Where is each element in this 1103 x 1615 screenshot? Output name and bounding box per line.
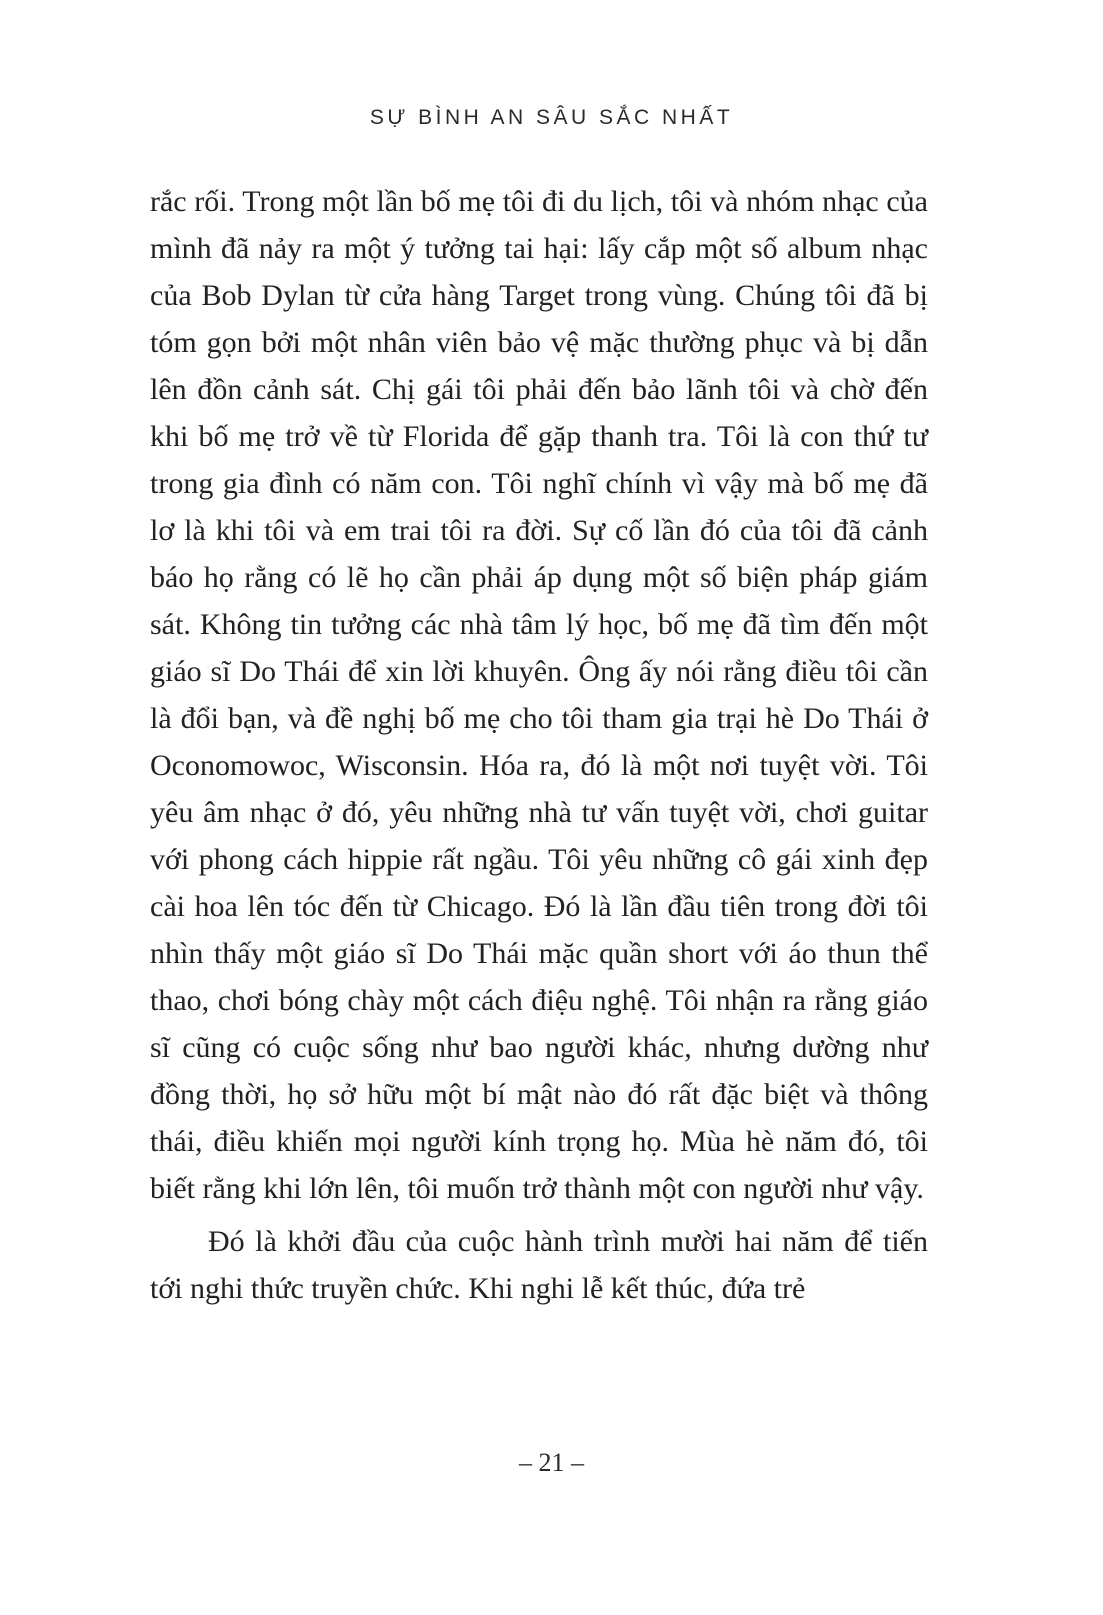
paragraph: rắc rối. Trong một lần bố mẹ tôi đi du lịch, tôi và nhóm nhạc của mình đã nảy ra một ý tưởng tai hại: lấy cắp một số album nhạc của Bob Dylan từ cửa hàng Target trong vùng. Chúng tôi đã bị tóm gọn bởi một nhân viên bảo vệ mặc thường phục và bị dẫn lên đồn cảnh sát. Chị gái tôi phải đến bảo lãnh tôi và chờ đến khi bố mẹ trở về từ Florida để gặp thanh tra. Tôi là con thứ tư trong gia đình có năm con. Tôi nghĩ chính vì vậy mà bố mẹ đã lơ là khi tôi và em trai tôi ra đời. Sự cố lần đó của tôi đã cảnh báo họ rằng có lẽ họ cần phải áp dụng một số biện pháp giám sát. Không tin tưởng các nhà tâm lý học, bố mẹ đã tìm đến một giáo sĩ Do Thái để xin lời khuyên. Ông ấy nói rằng điều tôi cần là đổi bạn, và đề nghị bố mẹ cho tôi tham gia trại hè Do Thái ở Oconomowoc, Wisconsin. Hóa ra, đó là một nơi tuyệt vời. Tôi yêu âm nhạc ở đó, yêu những nhà tư vấn tuyệt vời, chơi guitar với phong cách hippie rất ngầu. Tôi yêu những cô gái xinh đẹp cài hoa lên tóc đến từ Chicago. Đó là lần đầu tiên trong đời tôi nhìn thấy một giáo sĩ Do Thái mặc quần short với áo thun thể thao, chơi bóng chày một cách điệu nghệ. Tôi nhận ra rằng giáo sĩ cũng có cuộc sống như bao người khác, nhưng dường như đồng thời, họ sở hữu một bí mật nào đó rất đặc biệt và thông thái, điều khiến mọi người kính trọng họ. Mùa hè năm đó, tôi biết rằng khi lớn lên, tôi muốn trở thành một con người như vậy.	[150, 185, 928, 1205]
body-text	[150, 178, 928, 1312]
running-header: SỰ BÌNH AN SÂU SẮC NHẤT	[369, 106, 734, 129]
paragraph: Đó là khởi đầu của cuộc hành trình mười hai năm để tiến tới nghi thức truyền chức. Khi nghi lễ kết thúc, đứa trẻ	[150, 1225, 928, 1305]
page-number: – 21 –	[519, 1448, 584, 1477]
